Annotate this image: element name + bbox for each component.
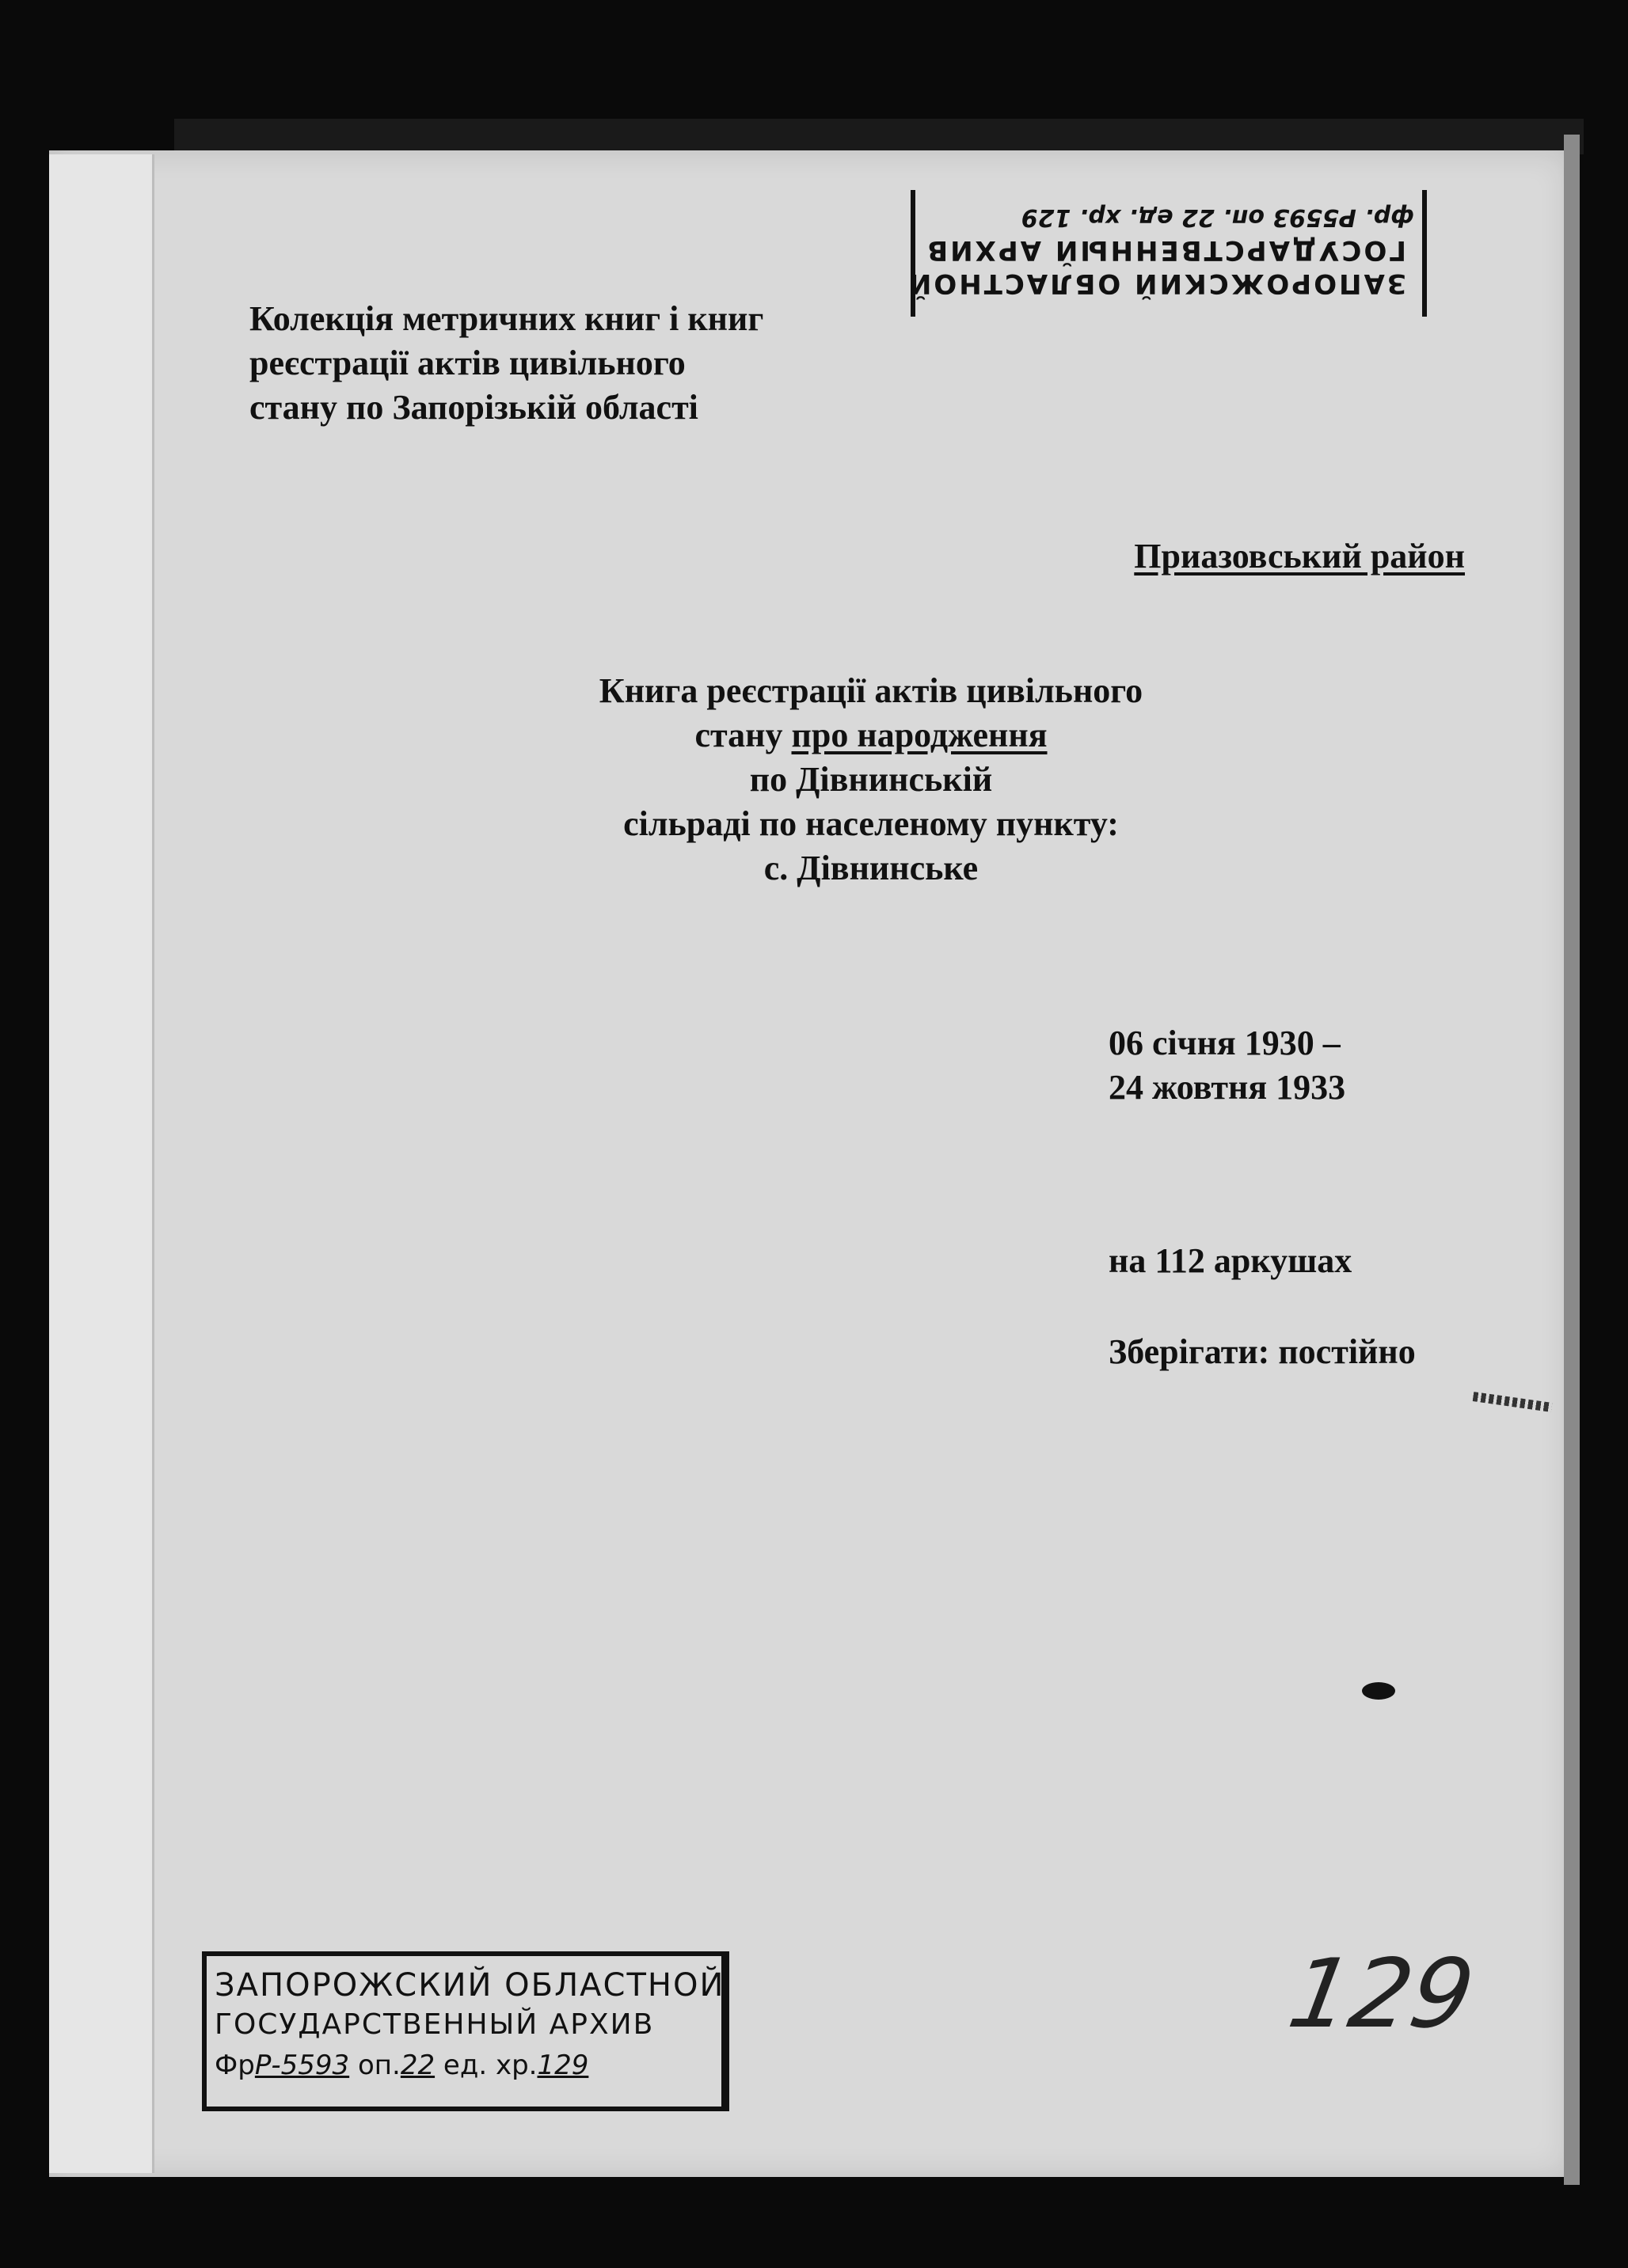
stamp-bottom-line3	[215, 2050, 588, 2081]
stamp-bottom-line2: ГОСУДАРСТВЕННЫЙ АРХИВ	[215, 2008, 655, 2041]
book-record-type: про народження	[791, 716, 1048, 754]
ink-smudge	[1362, 1682, 1395, 1700]
collection-heading	[249, 297, 962, 430]
book-line2-prefix: стану	[694, 716, 792, 754]
sheet-count: на 112 аркушах	[1109, 1241, 1352, 1280]
book-line4: сільраді по населеному пункту:	[623, 804, 1119, 843]
date-start: 06 січня 1930 –	[1109, 1024, 1341, 1062]
scan-top-edge	[174, 119, 1584, 154]
collection-line: реєстрації актів цивільного	[249, 344, 686, 382]
book-line1: Книга реєстрації актів цивільного	[599, 671, 1143, 710]
date-end: 24 жовтня 1933	[1109, 1068, 1346, 1107]
document-page	[49, 150, 1569, 2177]
opis-label: оп.	[357, 2050, 401, 2081]
fund-value: Р-5593	[254, 2050, 350, 2081]
date-range	[1109, 1021, 1504, 1110]
stamp-top-line2: ГОСУДАРСТВЕННЫЙ АРХИВ	[925, 234, 1406, 266]
book-line3: по Дівнинській	[749, 760, 993, 799]
collection-line: стану по Запорізькій області	[249, 388, 698, 427]
item-value: 129	[537, 2050, 589, 2081]
scan-right-edge	[1564, 135, 1580, 2185]
district-title: Приазовський район	[1134, 537, 1465, 576]
book-line5: с. Дівнинське	[763, 849, 979, 887]
collection-line: Колекція метричних книг і книг	[249, 299, 764, 338]
archive-stamp-bottom	[202, 1951, 729, 2111]
binding-strip	[49, 154, 154, 2173]
fund-label: Фр	[215, 2050, 255, 2081]
book-title	[396, 669, 1346, 891]
stamp-bottom-line1: ЗАПОРОЖСКИЙ ОБЛАСТНОЙ	[215, 1967, 725, 2004]
item-label: ед. хр.	[443, 2050, 538, 2081]
opis-value: 22	[400, 2050, 436, 2081]
book-line2	[396, 713, 1346, 758]
archive-stamp-top	[906, 190, 1427, 317]
stamp-top-line1: ЗАПОРОЖСКИЙ ОБЛАСТНОЙ	[906, 268, 1406, 299]
handwritten-page-number: 129	[1280, 1939, 1482, 2050]
stamp-top-line3: фр. Р5593 оп. 22 ед. хр. 129	[1021, 203, 1414, 231]
storage-term: Зберігати: постійно	[1109, 1332, 1416, 1371]
